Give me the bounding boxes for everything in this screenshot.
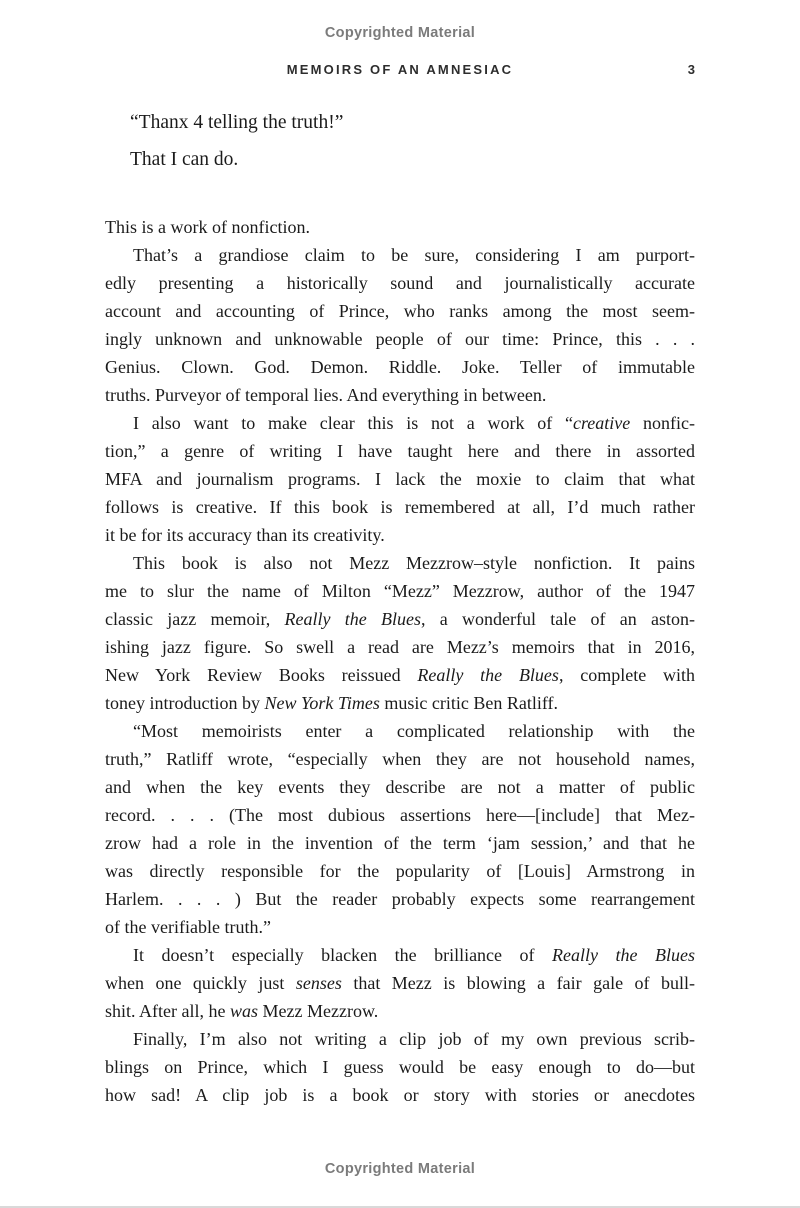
body-line xyxy=(105,1025,695,1053)
body-line xyxy=(105,941,695,969)
body-line xyxy=(105,493,695,521)
epigraph xyxy=(130,104,343,178)
text-segment: edly presenting a historically sound and journalistically accurate xyxy=(105,273,695,293)
italic-text: Really the Blues xyxy=(417,665,559,685)
text-segment: I also want to make clear this is not a work of “ xyxy=(133,413,573,433)
italic-text: Really the Blues xyxy=(552,945,695,965)
copyright-notice-bottom: Copyrighted Material xyxy=(324,1161,476,1177)
body-line xyxy=(105,773,695,801)
text-segment: This book is also not Mezz Mezzrow–style nonfiction. It pains xyxy=(133,553,695,573)
copyright-notice-top: Copyrighted Material xyxy=(324,25,476,41)
body-line xyxy=(105,913,695,941)
italic-text: New York Times xyxy=(264,693,380,713)
text-segment: Harlem. . . . ) But the reader probably expects some rearrangement xyxy=(105,889,695,909)
body-line xyxy=(105,353,695,381)
text-segment: zrow had a role in the invention of the term ‘jam session,’ and that he xyxy=(105,833,695,853)
text-segment: Finally, I’m also not writing a clip job of my own previous scrib- xyxy=(133,1029,695,1049)
paragraph xyxy=(105,717,695,941)
body-line xyxy=(105,829,695,857)
body-line xyxy=(105,605,695,633)
text-segment: record. . . . (The most dubious assertions here—[include] that Mez- xyxy=(105,805,695,825)
body-line xyxy=(105,745,695,773)
body-line xyxy=(105,465,695,493)
body-line xyxy=(105,549,695,577)
body-line xyxy=(105,297,695,325)
text-segment: truths. Purveyor of temporal lies. And everything in between. xyxy=(105,385,547,405)
text-segment: of the verifiable truth.” xyxy=(105,917,271,937)
text-segment: it be for its accuracy than its creativity. xyxy=(105,525,385,545)
text-segment: , complete with xyxy=(558,665,695,685)
body-line xyxy=(105,381,695,409)
text-segment: tion,” a genre of writing I have taught here and there in assorted xyxy=(105,441,695,461)
text-segment: was directly responsible for the popularity of [Louis] Armstrong in xyxy=(105,861,695,881)
text-segment: New York Review Books reissued xyxy=(105,665,418,685)
text-segment: blings on Prince, which I guess would be easy enough to do—but xyxy=(105,1057,695,1077)
body-line xyxy=(105,521,695,549)
body-line xyxy=(105,577,695,605)
text-segment: classic jazz memoir, xyxy=(105,609,285,629)
text-segment: , a wonderful tale of an aston- xyxy=(421,609,695,629)
text-segment: when one quickly just xyxy=(105,973,296,993)
running-head: MEMOIRS OF AN AMNESIAC xyxy=(286,62,514,77)
paragraph xyxy=(105,409,695,549)
italic-text: was xyxy=(229,1001,258,1021)
text-segment: and when the key events they describe are not a matter of public xyxy=(105,777,695,797)
body-line xyxy=(105,409,695,437)
text-segment: toney introduction by xyxy=(105,693,265,713)
text-segment: ishing jazz figure. So swell a read are Mezz’s memoirs that in 2016, xyxy=(105,637,695,657)
body-line xyxy=(105,437,695,465)
body-line xyxy=(105,801,695,829)
paragraph xyxy=(105,241,695,409)
body-line xyxy=(105,1081,695,1109)
body-line xyxy=(105,689,695,717)
page-header xyxy=(105,62,695,77)
text-segment: Genius. Clown. God. Demon. Riddle. Joke. Teller of immutable xyxy=(105,357,695,377)
text-segment: MFA and journalism programs. I lack the moxie to claim that what xyxy=(105,469,695,489)
epigraph-line: “Thanx 4 telling the truth!” xyxy=(130,112,344,133)
text-segment: shit. After all, he xyxy=(105,1001,230,1021)
paragraph xyxy=(105,941,695,1025)
text-segment: account and accounting of Prince, who ranks among the most seem- xyxy=(105,301,695,321)
text-segment: music critic Ben Ratliff. xyxy=(379,693,558,713)
text-segment: “Most memoirists enter a complicated relationship with the xyxy=(133,721,695,741)
page-number: 3 xyxy=(687,62,695,77)
paragraph xyxy=(105,1025,695,1109)
body-line xyxy=(105,213,695,241)
italic-text: creative xyxy=(572,413,631,433)
body-line xyxy=(105,969,695,997)
body-line xyxy=(105,241,695,269)
text-segment: nonfic- xyxy=(630,413,695,433)
body-line xyxy=(105,857,695,885)
text-segment: me to slur the name of Milton “Mezz” Mezzrow, author of the 1947 xyxy=(105,581,695,601)
body-line xyxy=(105,661,695,689)
paragraph xyxy=(105,549,695,717)
body-line xyxy=(105,633,695,661)
text-segment: Mezz Mezzrow. xyxy=(258,1001,379,1021)
text-segment: how sad! A clip job is a book or story with stories or anecdotes xyxy=(105,1085,695,1105)
text-segment: It doesn’t especially blacken the brilliance of xyxy=(133,945,553,965)
text-segment: That’s a grandiose claim to be sure, considering I am purport- xyxy=(133,245,695,265)
text-segment: that Mezz is blowing a fair gale of bull- xyxy=(341,973,695,993)
epigraph-line: That I can do. xyxy=(130,149,239,170)
italic-text: Really the Blues xyxy=(284,609,421,629)
body-line xyxy=(105,885,695,913)
text-segment: truth,” Ratliff wrote, “especially when they are not household names, xyxy=(105,749,695,769)
body-line xyxy=(105,325,695,353)
body-text xyxy=(105,213,695,1109)
text-segment: This is a work of nonfiction. xyxy=(105,217,310,237)
text-segment: follows is creative. If this book is remembered at all, I’d much rather xyxy=(105,497,695,517)
paragraph xyxy=(105,213,695,241)
body-line xyxy=(105,997,695,1025)
body-line xyxy=(105,269,695,297)
italic-text: senses xyxy=(295,973,342,993)
body-line xyxy=(105,1053,695,1081)
text-segment: ingly unknown and unknowable people of our time: Prince, this . . . xyxy=(105,329,695,349)
body-line xyxy=(105,717,695,745)
